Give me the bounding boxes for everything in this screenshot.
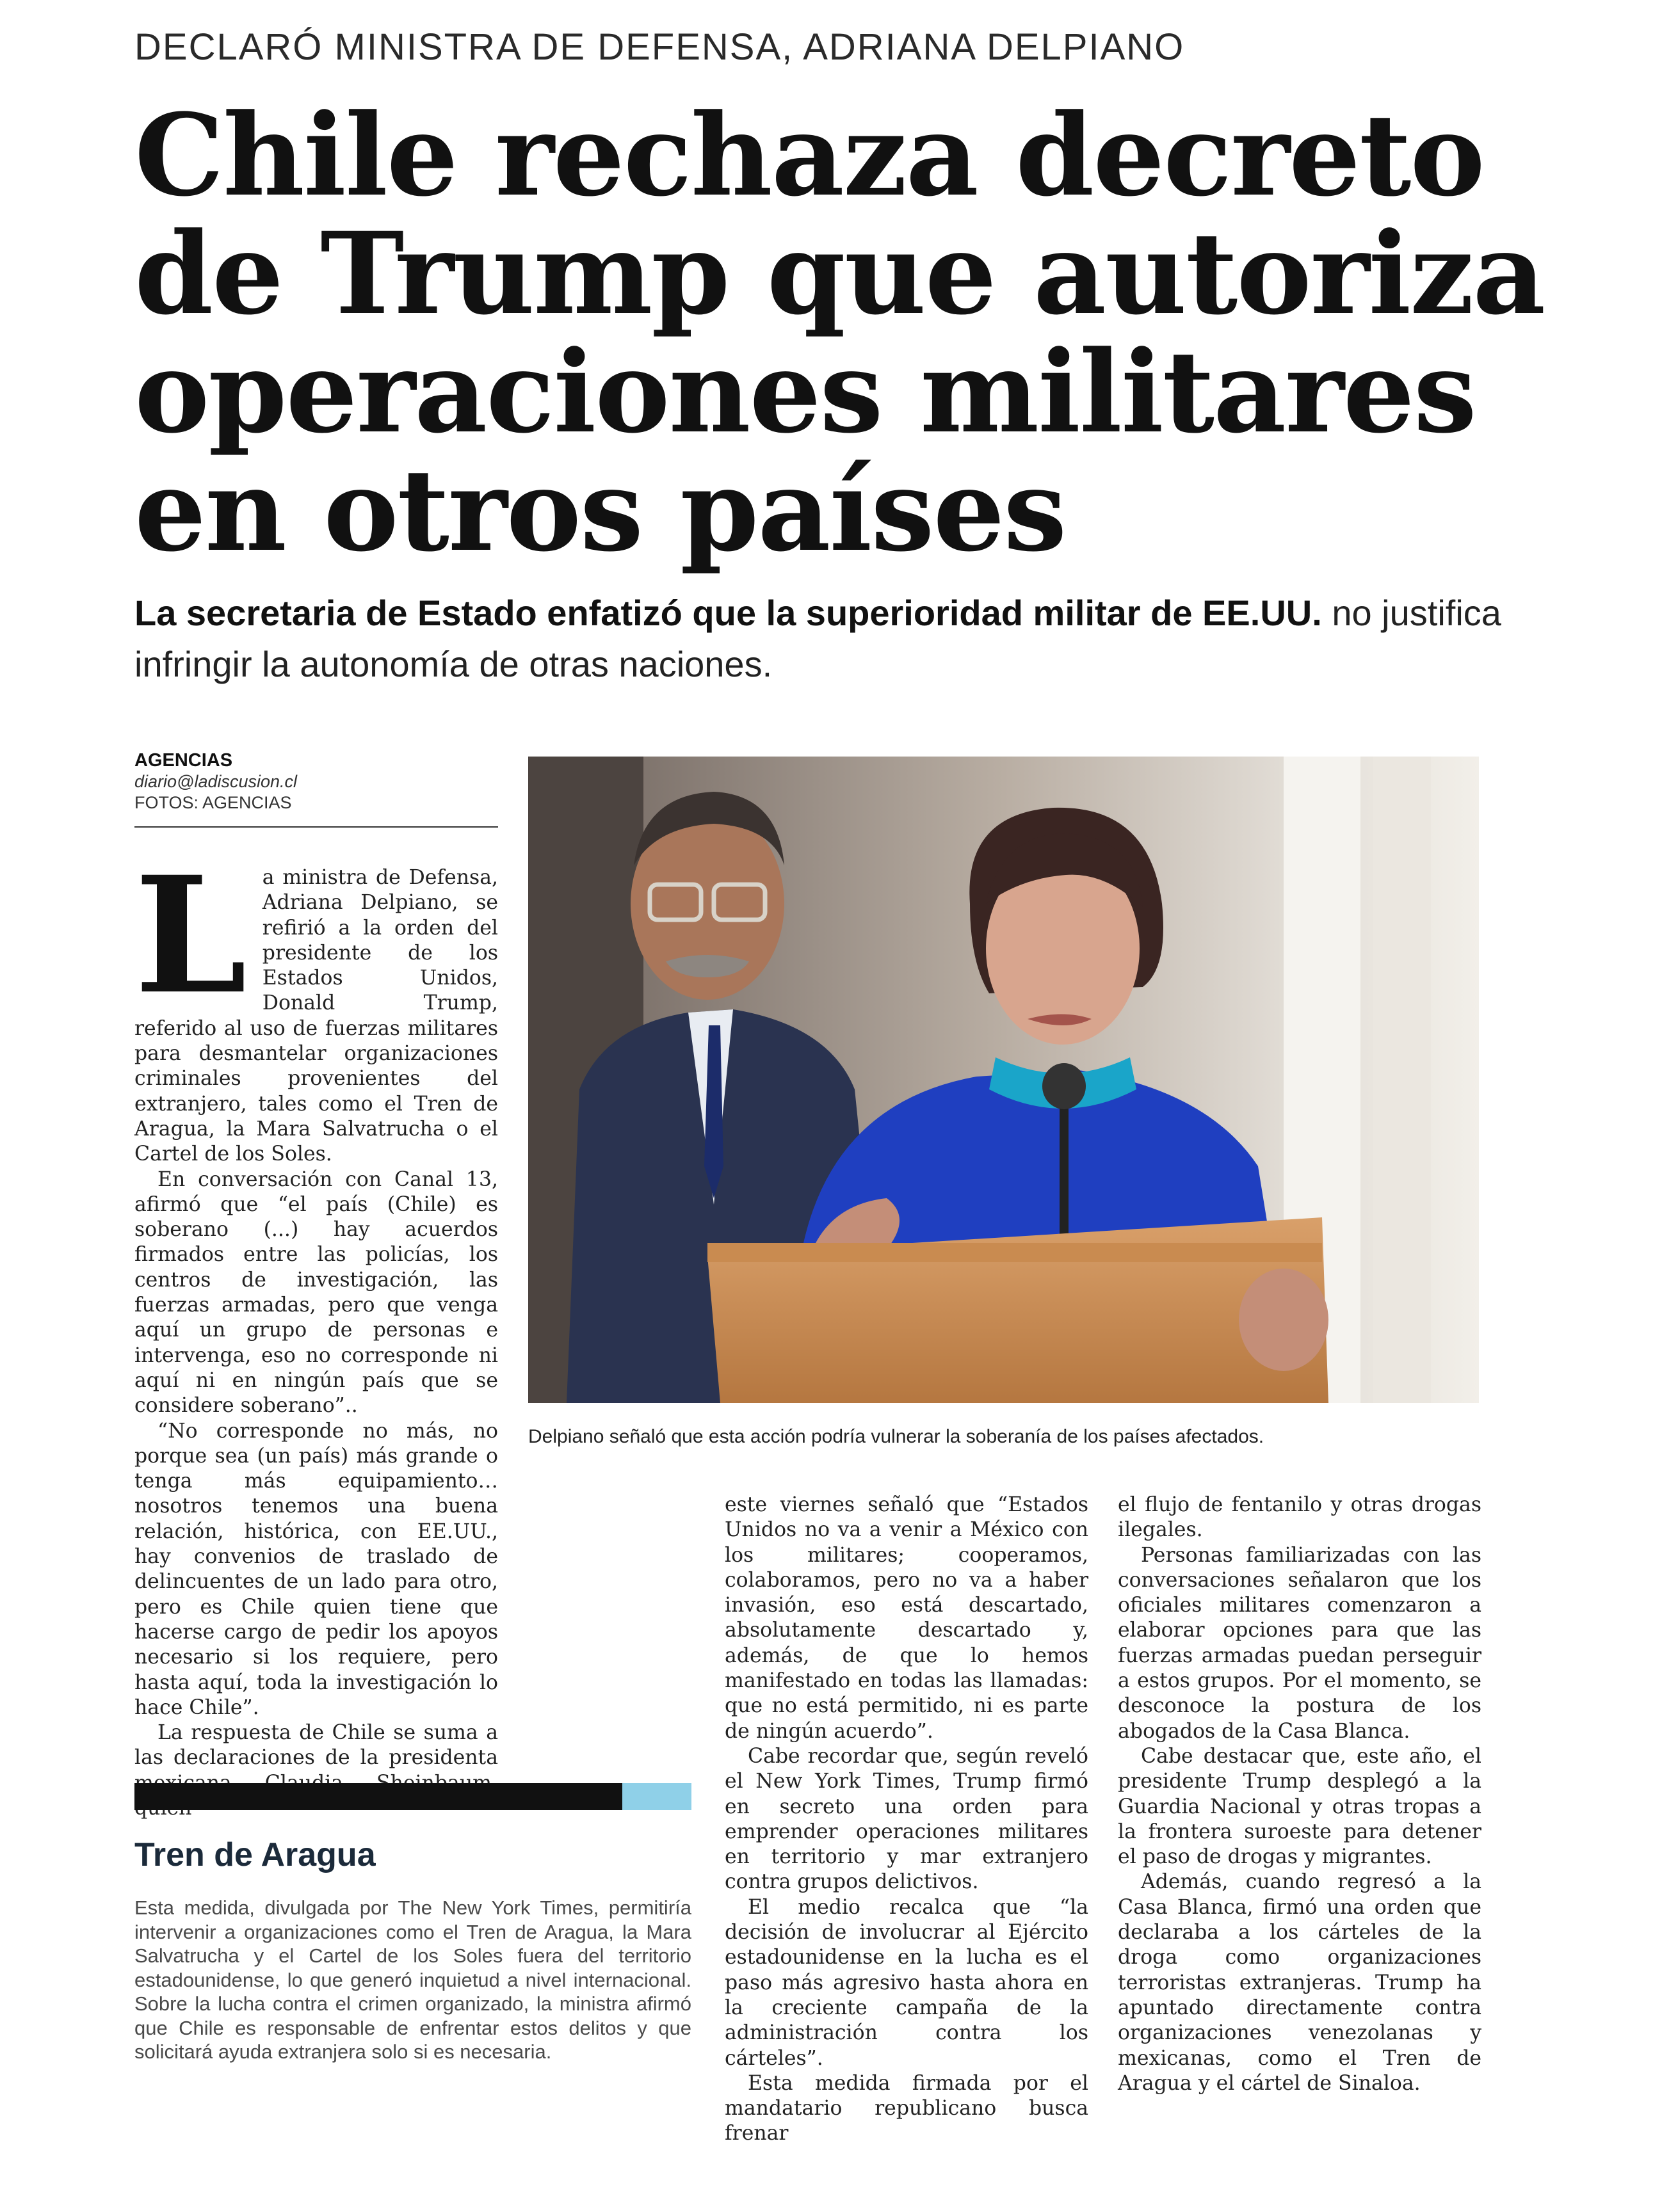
headline-line-2: de Trump que autoriza [134, 207, 1545, 340]
paragraph: “No corresponde no más, no porque sea (un país) más grande o tenga más equipamiento… nosotros tenemos una buena relación, histórica, con EE.UU., hay convenios de traslado de delincuentes de un lado para otro, pero es Chile quien tiene que hacerse cargo de pedir los apoyos necesario si los requiere, pero hasta aquí, toda la investigación lo hace Chile”. [134, 1419, 498, 1719]
sidebar-rule-blue [622, 1783, 691, 1810]
paragraph: a ministra de Defensa, Adriana Delpiano, se refirió a la orden del presidente de los Estados Unidos, Donald Trump, referido al uso de fuerzas militares para desmantelar organizaciones criminales provenientes del extranjero, tales como el Tren de Aragua, la Mara Salvatrucha o el Cartel de los Soles. [134, 866, 498, 1166]
kicker: DECLARÓ MINISTRA DE DEFENSA, ADRIANA DELPIANO [134, 26, 1185, 68]
byline-agency: AGENCIAS [134, 750, 233, 771]
byline [134, 750, 498, 828]
deck-regular: no justifica infringir la autonomía de otras naciones. [134, 593, 1501, 684]
paragraph: Además, cuando regresó a la Casa Blanca, firmó una orden que declaraba a los cárteles de la droga como organizaciones terroristas extranjeras. Trump ha apuntado directamente contra organizaciones venezolanas y mexicanas, como el Tren de Aragua y el cártel de Sinaloa. [1118, 1870, 1481, 2095]
sidebar-rule-black [134, 1783, 622, 1810]
deck-bold: La secretaria de Estado enfatizó que la superioridad militar de EE.UU. [134, 593, 1322, 633]
photo-illustration [528, 757, 1479, 1403]
headline-line-4: en otros países [134, 444, 1066, 577]
paragraph: El medio recalca que “la decisión de involucrar al Ejército estadounidense en la lucha es el paso más agresivo hasta ahora en la creciente campaña de la administración contra los cárteles”. [725, 1895, 1088, 2070]
article-column-3 [1118, 1493, 1481, 2096]
dropcap: L [134, 841, 247, 1029]
article-column-2 [725, 1493, 1088, 2147]
photo-caption: Delpiano señaló que esta acción podría vulnerar la soberanía de los países afectados. [528, 1426, 1264, 1447]
paragraph: este viernes señaló que “Estados Unidos no va a venir a México con los militares; cooperamos, colaboramos, pero no va a haber invasión, eso está descartado, absolutamente descartado y, además, de que lo hemos manifestado en todas las llamadas: que no está permitido, ni es parte de ningún acuerdo”. [725, 1493, 1088, 1743]
deck [134, 588, 1543, 690]
paragraph: Esta medida firmada por el mandatario republicano busca frenar [725, 2071, 1088, 2145]
sidebar-title: Tren de Aragua [134, 1836, 376, 1873]
paragraph: Cabe destacar que, este año, el presidente Trump desplegó a la Guardia Nacional y otras tropas a la frontera suroeste para detener el paso de drogas y migrantes. [1118, 1744, 1481, 1869]
paragraph: En conversación con Canal 13, afirmó que “el país (Chile) es soberano (...) hay acuerdos firmados entre las policías, los centros de investigación, las fuerzas armadas, pero que venga aquí un grupo de personas e intervenga, eso no corresponde ni aquí ni en ningún país que se considere soberano”.. [134, 1167, 498, 1418]
byline-photos: FOTOS: AGENCIAS [134, 793, 292, 812]
paragraph: La respuesta de Chile se suma a las declaraciones de la presidenta [134, 1721, 498, 1770]
headline [134, 89, 1569, 577]
headline-line-1: Chile rechaza decreto [134, 89, 1484, 221]
paragraph: Cabe recordar que, según reveló el New York Times, Trump firmó en secreto una orden para emprender operaciones militares en territorio y mar extranjero contra grupos delictivos. [725, 1744, 1088, 1894]
headline-line-3: operaciones militares [134, 326, 1476, 458]
paragraph: el flujo de fentanilo y otras drogas ilegales. [1118, 1493, 1481, 1542]
article-column-1 [134, 841, 498, 1821]
paragraph: Personas familiarizadas con las conversaciones señalaron que los oficiales militares comenzaron a elaborar opciones para que las fuerzas armadas puedan perseguir a estos grupos. Por el momento, se desconoce la postura de los abogados de la Casa Blanca. [1118, 1543, 1481, 1743]
sidebar-text: Esta medida, divulgada por The New York Times, permitiría intervenir a organizaciones como el Tren de Aragua, la Mara Salvatrucha y el Cartel de los Soles fuera del territorio estadounidense, lo que generó inquietud a nivel internacional. Sobre la lucha contra el crimen organizado, la ministra afirmó que Chile es responsable de enfrentar estos delitos y que solicitará ayuda extranjera solo si es necesaria. [134, 1896, 691, 2063]
byline-email[interactable]: diario@ladiscusion.cl [134, 772, 298, 791]
article-photo [528, 757, 1479, 1403]
